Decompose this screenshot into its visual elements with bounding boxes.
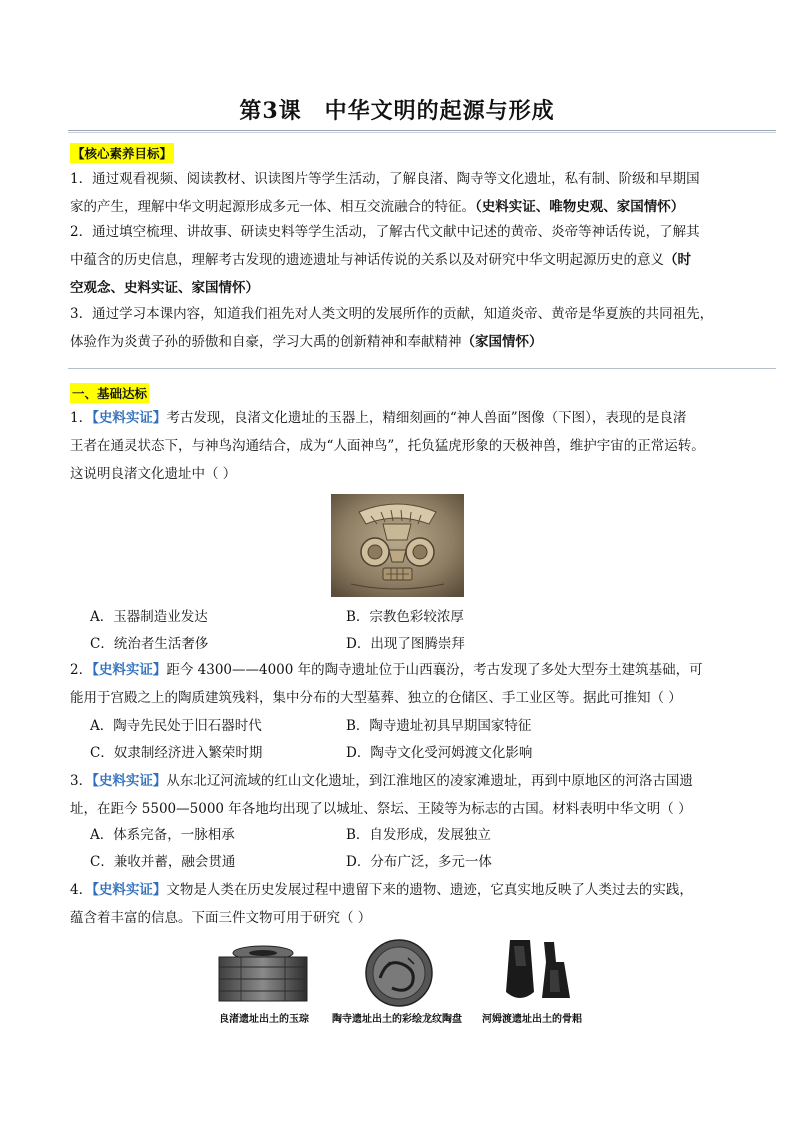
goal-item-2	[70, 218, 775, 302]
q3-source-tag: 【史料实证】	[92, 773, 167, 789]
page-title: 第3课 中华文明的起源与形成	[239, 98, 555, 124]
goal-2-tail-first: （时	[664, 252, 691, 268]
goal-3-line-1: 3．通过学习本课内容，知道我们祖先对人类文明的发展所作的贡献，知道炎帝、黄帝是华夏族的共同祖先，	[70, 306, 714, 322]
goal-item-1	[70, 165, 775, 221]
caption-bone-spade: 河姆渡遗址出土的骨耜	[482, 1014, 582, 1025]
q2-option-b: B．陶寺遗址初具早期国家特征	[346, 718, 532, 734]
goal-2-line-2: 中蕴含的历史信息，理解考古发现的遗迹遗址与神话传说的关系以及对研究中华文明起源历史的意义（时	[70, 252, 691, 268]
jade-cong-image	[213, 943, 313, 1005]
q1-option-b: B．宗教色彩较浓厚	[346, 609, 464, 625]
q1-line-3: 这说明良渚文化遗址中（ ）	[70, 466, 237, 482]
q1-line-2: 王者在通灵状态下，与神鸟沟通结合，成为“人面神鸟”，托负猛虎形象的天极神兽，维护宇宙的正常运转。	[70, 438, 705, 454]
q4-line-2: 蕴含着丰富的信息。下面三件文物可用于研究（ ）	[70, 910, 372, 926]
q1-option-a: A．玉器制造业发达	[90, 609, 208, 625]
goal-1-line-2: 家的产生，理解中华文明起源形成多元一体、相互交流融合的特征。（史料实证、唯物史观、家国情怀）	[70, 199, 685, 215]
goal-2-line-1: 2．通过填空梳理、讲故事、研读史料等学生活动，了解古代文献中记述的黄帝、炎帝等神话传说，了解其	[70, 224, 700, 240]
q3-option-a: A．体系完备，一脉相承	[90, 827, 235, 843]
q3-line-2: 址，在距今 5500—5000 年各地均出现了以城址、祭坛、王陵等为标志的古国。材料表明中华文明（ ）	[70, 801, 692, 817]
caption-dragon-plate: 陶寺遗址出土的彩绘龙纹陶盘	[332, 1014, 462, 1025]
goal-item-3	[70, 300, 775, 356]
q3-option-d: D．分布广泛，多元一体	[346, 854, 492, 870]
goals-tag: 【核心素养目标】	[70, 143, 174, 163]
section-rule	[68, 368, 776, 369]
painted-dragon-plate-image	[362, 938, 436, 1008]
goal-1-tail: （史料实证、唯物史观、家国情怀）	[475, 199, 685, 215]
q4-line-1: 4．【史料实证】文物是人类在历史发展过程中遗留下来的遗物、遗迹，它真实地反映了人类过去的实践，	[70, 882, 693, 898]
title-rule	[68, 130, 776, 131]
question-3	[70, 767, 775, 823]
goal-2-tail: 空观念、史料实证、家国情怀）	[70, 280, 259, 296]
q2-source-tag: 【史料实证】	[92, 662, 167, 678]
caption-jade-cong: 良渚遗址出土的玉琮	[219, 1014, 309, 1025]
q2-line-2: 能用于宫殿之上的陶质建筑残料，集中分布的大型墓葬、独立的仓储区、手工业区等。据此可推知（ ）	[70, 690, 682, 706]
q2-option-d: D．陶寺文化受河姆渡文化影响	[346, 745, 533, 761]
question-1	[70, 404, 775, 488]
q1-jade-mask-image	[331, 494, 464, 597]
q2-option-a: A．陶寺先民处于旧石器时代	[90, 718, 262, 734]
q1-option-c: C．统治者生活奢侈	[90, 636, 209, 652]
q1-line-1: 1．【史料实证】考古发现，良渚文化遗址的玉器上，精细刻画的“神人兽面”图像（下图），表现的是良渚	[70, 410, 687, 426]
q2-option-c: C．奴隶制经济进入繁荣时期	[90, 745, 263, 761]
q2-line-1: 2．【史料实证】距今 4300——4000 年的陶寺遗址位于山西襄汾，考古发现了多处大型夯土建筑基础，可	[70, 662, 703, 678]
section1-tag: 一、基础达标	[70, 383, 149, 403]
goal-1-line-1: 1．通过观看视频、阅读教材、识读图片等学生活动，了解良渚、陶寺等文化遗址，私有制、阶级和早期国	[70, 171, 700, 187]
q4-source-tag: 【史料实证】	[92, 882, 167, 898]
goal-3-tail: （家国情怀）	[461, 334, 543, 350]
question-2	[70, 656, 775, 712]
q3-line-1: 3．【史料实证】从东北辽河流域的红山文化遗址，到江淮地区的凌家滩遗址，再到中原地区的河洛古国遗	[70, 773, 693, 789]
question-4	[70, 876, 775, 932]
q1-option-d: D．出现了图腾崇拜	[346, 636, 465, 652]
bone-spade-image	[500, 936, 580, 1006]
q3-option-b: B．自发形成，发展独立	[346, 827, 491, 843]
q3-option-c: C．兼收并蓄，融会贯通	[90, 854, 236, 870]
q1-source-tag: 【史料实证】	[92, 410, 167, 426]
goal-3-line-2: 体验作为炎黄子孙的骄傲和自豪，学习大禹的创新精神和奉献精神（家国情怀）	[70, 334, 543, 350]
title-rule-secondary	[68, 132, 776, 133]
